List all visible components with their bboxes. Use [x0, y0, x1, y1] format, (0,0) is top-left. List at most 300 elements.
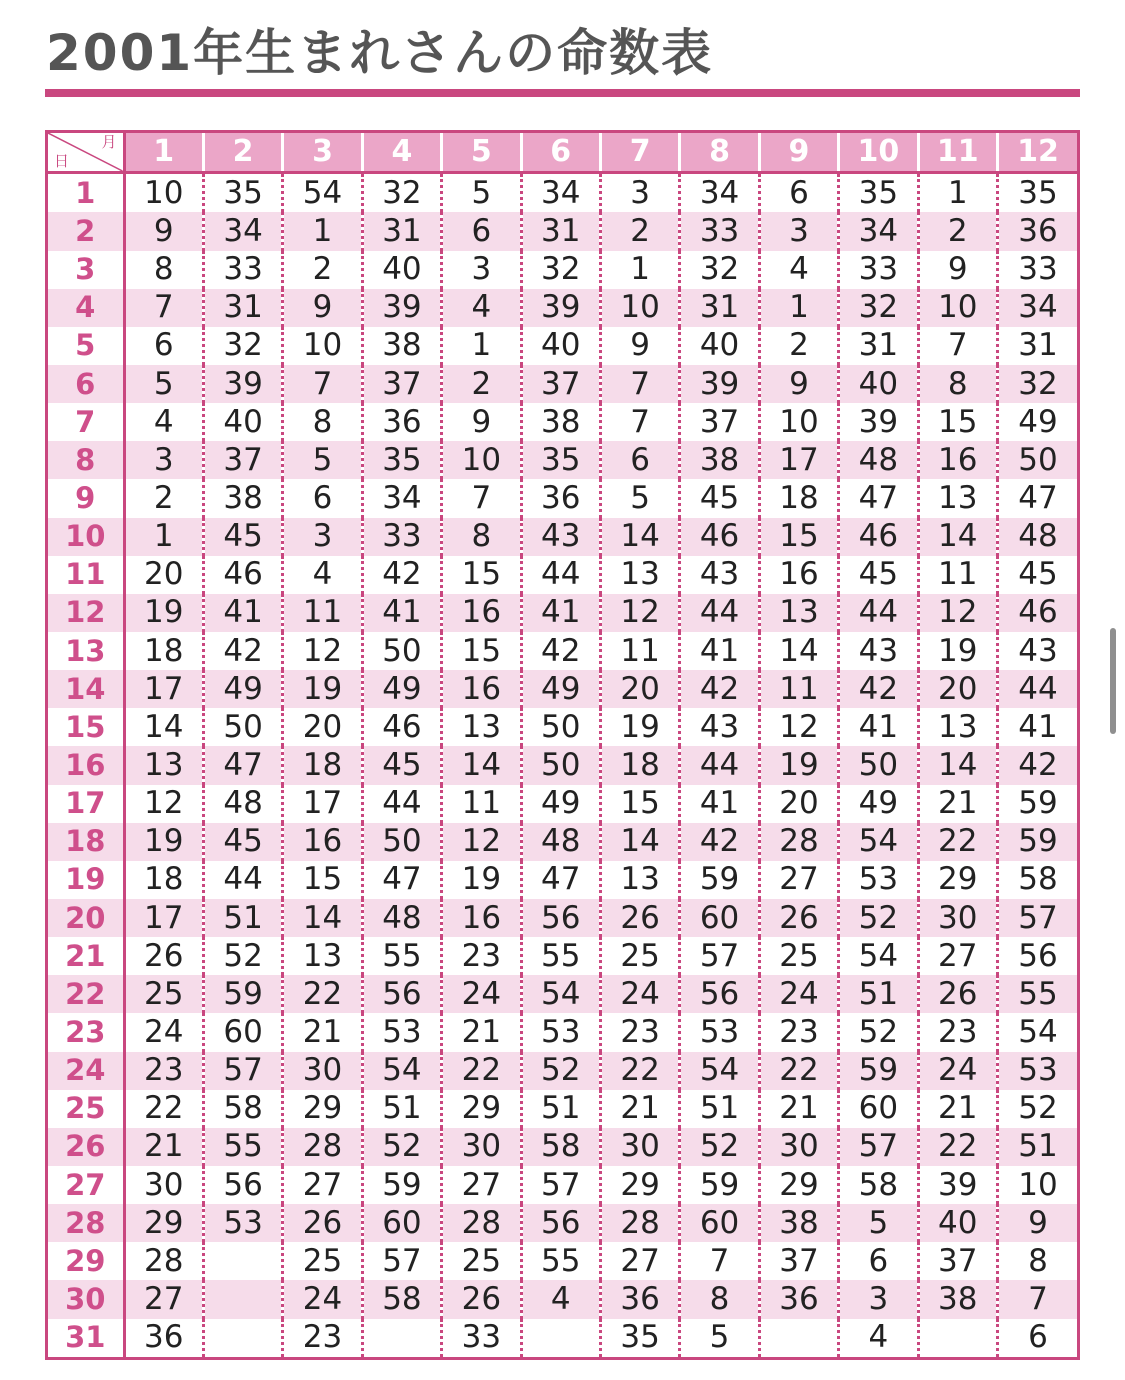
meisu-cell: 14 — [759, 632, 838, 670]
meisu-cell: 23 — [918, 1013, 997, 1051]
meisu-cell: 35 — [521, 441, 600, 479]
meisu-cell: 43 — [839, 632, 918, 670]
meisu-cell: 11 — [283, 594, 362, 632]
meisu-cell: 56 — [521, 899, 600, 937]
meisu-cell: 37 — [362, 365, 441, 403]
meisu-cell: 38 — [918, 1280, 997, 1318]
meisu-cell: 3 — [283, 518, 362, 556]
month-header-6: 6 — [521, 133, 600, 173]
meisu-cell: 41 — [362, 594, 441, 632]
meisu-cell: 53 — [997, 1052, 1077, 1090]
meisu-table — [48, 133, 1077, 1357]
meisu-cell: 48 — [839, 441, 918, 479]
meisu-cell: 19 — [600, 708, 679, 746]
meisu-cell: 13 — [283, 937, 362, 975]
meisu-cell: 57 — [203, 1052, 282, 1090]
meisu-cell: 28 — [759, 823, 838, 861]
meisu-cell: 33 — [442, 1319, 521, 1357]
meisu-cell: 6 — [839, 1242, 918, 1280]
meisu-cell: 34 — [203, 212, 282, 250]
meisu-cell: 13 — [124, 746, 203, 784]
meisu-cell: 45 — [680, 479, 759, 517]
meisu-cell: 12 — [143, 785, 184, 822]
meisu-cell: 25 — [283, 1242, 362, 1280]
meisu-cell: 30 — [143, 1166, 184, 1203]
day-label: 26 — [48, 1128, 124, 1166]
meisu-cell: 41 — [680, 632, 759, 670]
meisu-cell: 28 — [600, 1204, 679, 1242]
day-label: 18 — [48, 823, 124, 861]
meisu-cell: 12 — [283, 632, 362, 670]
day-label: 31 — [48, 1319, 124, 1357]
meisu-cell: 36 — [521, 479, 600, 517]
day-label: 3 — [48, 251, 124, 289]
meisu-cell: 12 — [600, 594, 679, 632]
meisu-cell: 60 — [680, 899, 759, 937]
day-label: 22 — [48, 975, 124, 1013]
meisu-cell: 14 — [600, 823, 679, 861]
meisu-cell — [203, 1280, 282, 1318]
meisu-cell: 16 — [442, 899, 521, 937]
month-header-3: 3 — [283, 133, 362, 173]
meisu-cell: 31 — [839, 327, 918, 365]
meisu-cell: 7 — [600, 365, 679, 403]
page-title: 2001年生まれさんの命数表 — [46, 24, 714, 82]
meisu-cell: 32 — [521, 251, 600, 289]
meisu-cell: 59 — [680, 861, 759, 899]
meisu-cell: 33 — [362, 518, 441, 556]
meisu-cell: 54 — [997, 1013, 1077, 1051]
meisu-cell: 33 — [839, 251, 918, 289]
meisu-cell: 15 — [759, 518, 838, 556]
meisu-cell: 54 — [680, 1052, 759, 1090]
meisu-cell: 42 — [521, 632, 600, 670]
meisu-cell — [521, 1319, 600, 1357]
meisu-cell: 18 — [143, 861, 184, 898]
meisu-cell: 5 — [442, 173, 521, 213]
day-label: 21 — [48, 937, 124, 975]
meisu-cell: 57 — [362, 1242, 441, 1280]
meisu-cell: 19 — [283, 670, 362, 708]
meisu-cell: 13 — [918, 708, 997, 746]
meisu-cell: 33 — [997, 251, 1077, 289]
meisu-cell: 27 — [124, 1280, 203, 1318]
meisu-cell: 38 — [680, 441, 759, 479]
meisu-cell: 43 — [680, 708, 759, 746]
meisu-cell: 6 — [759, 173, 838, 213]
meisu-cell: 59 — [997, 823, 1077, 861]
meisu-cell: 44 — [839, 594, 918, 632]
day-label: 7 — [48, 403, 124, 441]
meisu-cell: 22 — [143, 1090, 184, 1127]
meisu-cell: 39 — [203, 365, 282, 403]
meisu-cell: 11 — [600, 632, 679, 670]
meisu-cell: 44 — [203, 861, 282, 899]
day-label: 20 — [48, 899, 124, 937]
table-row — [48, 746, 1077, 784]
meisu-cell: 5 — [283, 441, 362, 479]
meisu-cell: 38 — [759, 1204, 838, 1242]
meisu-cell: 17 — [124, 670, 203, 708]
meisu-cell — [759, 1319, 838, 1357]
meisu-cell: 6 — [153, 327, 174, 364]
meisu-cell: 15 — [442, 632, 521, 670]
meisu-cell: 15 — [600, 785, 679, 823]
meisu-cell: 19 — [124, 594, 203, 632]
table-row — [48, 1166, 1077, 1204]
meisu-cell: 45 — [997, 556, 1077, 594]
day-label: 29 — [48, 1242, 124, 1280]
title-underline — [45, 89, 1080, 97]
meisu-cell: 17 — [124, 899, 203, 937]
meisu-cell: 22 — [283, 975, 362, 1013]
meisu-cell: 24 — [143, 1014, 184, 1050]
meisu-cell: 52 — [680, 1128, 759, 1166]
meisu-cell: 20 — [143, 556, 184, 593]
meisu-cell: 53 — [362, 1013, 441, 1051]
meisu-cell: 53 — [839, 861, 918, 899]
day-label: 12 — [48, 594, 124, 632]
meisu-cell: 42 — [680, 670, 759, 708]
meisu-cell: 46 — [680, 518, 759, 556]
meisu-cell: 3 — [759, 212, 838, 250]
meisu-cell: 2 — [283, 251, 362, 289]
table-row — [48, 670, 1077, 708]
meisu-cell: 14 — [918, 518, 997, 556]
meisu-cell: 50 — [521, 708, 600, 746]
meisu-cell: 36 — [759, 1280, 838, 1318]
table-row — [48, 212, 1077, 250]
day-label: 28 — [48, 1204, 124, 1242]
table-row — [48, 479, 1077, 517]
meisu-cell: 44 — [362, 785, 441, 823]
meisu-cell: 49 — [997, 403, 1077, 441]
meisu-cell: 10 — [442, 441, 521, 479]
meisu-cell: 45 — [839, 556, 918, 594]
meisu-cell: 27 — [759, 861, 838, 899]
meisu-cell: 38 — [203, 479, 282, 517]
day-label: 13 — [48, 632, 124, 670]
meisu-cell: 57 — [839, 1128, 918, 1166]
meisu-cell: 26 — [759, 899, 838, 937]
meisu-cell: 8 — [283, 403, 362, 441]
meisu-cell: 27 — [600, 1242, 679, 1280]
meisu-cell: 44 — [521, 556, 600, 594]
meisu-cell: 54 — [362, 1052, 441, 1090]
meisu-cell: 7 — [997, 1280, 1077, 1318]
meisu-cell: 37 — [680, 403, 759, 441]
meisu-cell: 16 — [442, 594, 521, 632]
meisu-cell: 45 — [203, 823, 282, 861]
day-label: 1 — [48, 173, 124, 213]
meisu-cell: 32 — [839, 289, 918, 327]
meisu-cell: 4 — [759, 251, 838, 289]
meisu-cell: 22 — [759, 1052, 838, 1090]
month-header-11: 11 — [918, 133, 997, 173]
meisu-cell: 56 — [521, 1204, 600, 1242]
meisu-cell: 3 — [600, 173, 679, 213]
meisu-cell: 26 — [143, 937, 184, 974]
meisu-cell: 41 — [203, 594, 282, 632]
table-row — [48, 632, 1077, 670]
meisu-cell: 1 — [600, 251, 679, 289]
meisu-cell: 4 — [153, 403, 174, 440]
meisu-cell: 54 — [521, 975, 600, 1013]
meisu-cell: 22 — [600, 1052, 679, 1090]
meisu-cell: 12 — [918, 594, 997, 632]
month-header-4: 4 — [362, 133, 441, 173]
meisu-cell: 12 — [759, 708, 838, 746]
meisu-cell: 58 — [997, 861, 1077, 899]
meisu-cell: 13 — [442, 708, 521, 746]
meisu-cell: 3 — [442, 251, 521, 289]
meisu-cell: 53 — [521, 1013, 600, 1051]
meisu-cell: 35 — [839, 173, 918, 213]
meisu-cell: 48 — [362, 899, 441, 937]
meisu-cell: 5 — [124, 365, 203, 403]
day-label: 6 — [48, 365, 124, 403]
meisu-cell: 50 — [203, 708, 282, 746]
meisu-cell: 34 — [362, 479, 441, 517]
meisu-cell: 49 — [362, 670, 441, 708]
meisu-cell: 52 — [839, 899, 918, 937]
meisu-cell: 30 — [283, 1052, 362, 1090]
day-label: 2 — [48, 212, 124, 250]
meisu-cell: 23 — [442, 937, 521, 975]
meisu-cell: 59 — [680, 1166, 759, 1204]
meisu-cell: 28 — [143, 1242, 184, 1279]
meisu-cell: 5 — [839, 1204, 918, 1242]
scrollbar[interactable] — [1110, 628, 1116, 734]
meisu-cell: 22 — [918, 823, 997, 861]
meisu-cell: 6 — [283, 479, 362, 517]
meisu-cell: 36 — [143, 1319, 184, 1356]
meisu-cell: 47 — [362, 861, 441, 899]
meisu-cell: 18 — [600, 746, 679, 784]
meisu-cell: 46 — [362, 708, 441, 746]
corner-month-label: 月 — [101, 133, 117, 151]
day-label: 5 — [48, 327, 124, 365]
meisu-cell: 48 — [521, 823, 600, 861]
meisu-cell: 42 — [362, 556, 441, 594]
meisu-cell: 19 — [918, 632, 997, 670]
meisu-cell: 35 — [203, 173, 282, 213]
meisu-cell: 26 — [442, 1280, 521, 1318]
meisu-cell: 55 — [997, 975, 1077, 1013]
month-header-8: 8 — [680, 133, 759, 173]
meisu-cell: 51 — [839, 975, 918, 1013]
meisu-cell: 5 — [600, 479, 679, 517]
meisu-cell: 27 — [442, 1166, 521, 1204]
table-row — [48, 594, 1077, 632]
table-row — [48, 1052, 1077, 1090]
meisu-cell: 35 — [600, 1319, 679, 1357]
meisu-cell: 41 — [680, 785, 759, 823]
meisu-cell: 1 — [124, 518, 203, 556]
meisu-cell: 42 — [680, 823, 759, 861]
month-header-10: 10 — [839, 133, 918, 173]
day-label: 8 — [48, 441, 124, 479]
table-row — [48, 1242, 1077, 1280]
meisu-cell: 58 — [362, 1280, 441, 1318]
meisu-cell: 25 — [442, 1242, 521, 1280]
day-label: 23 — [48, 1013, 124, 1051]
table-row — [48, 1090, 1077, 1128]
meisu-cell: 7 — [918, 327, 997, 365]
meisu-cell: 20 — [283, 708, 362, 746]
table-row — [48, 937, 1077, 975]
meisu-table-container — [45, 130, 1080, 1360]
day-label: 11 — [48, 556, 124, 594]
meisu-cell: 23 — [283, 1319, 362, 1357]
meisu-cell: 6 — [997, 1319, 1077, 1357]
meisu-cell: 14 — [918, 746, 997, 784]
meisu-cell: 56 — [203, 1166, 282, 1204]
meisu-cell: 36 — [997, 212, 1077, 250]
meisu-cell: 10 — [600, 289, 679, 327]
meisu-cell: 47 — [203, 746, 282, 784]
meisu-cell: 11 — [918, 556, 997, 594]
meisu-cell: 23 — [124, 1052, 203, 1090]
meisu-cell: 17 — [759, 441, 838, 479]
meisu-cell: 32 — [997, 365, 1077, 403]
meisu-cell: 30 — [600, 1128, 679, 1166]
meisu-cell: 45 — [362, 746, 441, 784]
meisu-cell: 11 — [759, 670, 838, 708]
meisu-cell — [362, 1319, 441, 1357]
meisu-cell: 43 — [521, 518, 600, 556]
meisu-cell: 30 — [759, 1128, 838, 1166]
meisu-cell: 46 — [203, 556, 282, 594]
meisu-cell: 7 — [124, 289, 203, 327]
meisu-cell: 21 — [759, 1090, 838, 1128]
table-row — [48, 327, 1077, 365]
meisu-cell: 37 — [203, 441, 282, 479]
meisu-cell: 8 — [442, 518, 521, 556]
meisu-cell: 8 — [997, 1242, 1077, 1280]
meisu-cell: 16 — [283, 823, 362, 861]
meisu-cell: 39 — [918, 1166, 997, 1204]
meisu-cell: 32 — [203, 327, 282, 365]
meisu-cell: 33 — [203, 251, 282, 289]
meisu-cell: 42 — [203, 632, 282, 670]
month-header-1: 1 — [124, 133, 203, 173]
meisu-cell: 60 — [362, 1204, 441, 1242]
meisu-cell: 3 — [124, 441, 203, 479]
meisu-cell: 18 — [143, 632, 184, 669]
table-row — [48, 1280, 1077, 1318]
table-row — [48, 173, 1077, 213]
meisu-cell: 31 — [997, 327, 1077, 365]
meisu-cell: 7 — [442, 479, 521, 517]
meisu-cell: 44 — [680, 594, 759, 632]
meisu-cell: 44 — [680, 746, 759, 784]
meisu-cell: 39 — [839, 403, 918, 441]
table-row — [48, 441, 1077, 479]
meisu-cell: 1 — [918, 173, 997, 213]
meisu-cell: 42 — [839, 670, 918, 708]
meisu-cell: 44 — [997, 670, 1077, 708]
meisu-cell: 7 — [680, 1242, 759, 1280]
meisu-cell: 25 — [759, 937, 838, 975]
meisu-cell: 51 — [203, 899, 282, 937]
meisu-cell: 41 — [997, 708, 1077, 746]
meisu-cell: 59 — [839, 1052, 918, 1090]
meisu-cell: 34 — [839, 212, 918, 250]
day-label: 25 — [48, 1090, 124, 1128]
day-label: 17 — [48, 785, 124, 823]
meisu-cell: 9 — [124, 212, 203, 250]
meisu-cell: 60 — [680, 1204, 759, 1242]
month-header-2: 2 — [203, 133, 282, 173]
meisu-cell: 41 — [839, 708, 918, 746]
table-row — [48, 861, 1077, 899]
meisu-cell: 52 — [203, 937, 282, 975]
meisu-cell: 24 — [283, 1280, 362, 1318]
meisu-cell: 35 — [997, 173, 1077, 213]
meisu-cell: 40 — [680, 327, 759, 365]
meisu-cell: 55 — [521, 937, 600, 975]
meisu-cell — [918, 1319, 997, 1357]
meisu-cell: 14 — [283, 899, 362, 937]
meisu-cell: 26 — [283, 1204, 362, 1242]
meisu-cell: 49 — [521, 785, 600, 823]
meisu-cell: 39 — [680, 365, 759, 403]
meisu-cell: 10 — [143, 174, 184, 211]
meisu-cell: 57 — [997, 899, 1077, 937]
meisu-cell: 12 — [442, 823, 521, 861]
meisu-cell: 21 — [918, 1090, 997, 1128]
meisu-cell: 9 — [759, 365, 838, 403]
day-label: 10 — [48, 518, 124, 556]
meisu-cell: 31 — [203, 289, 282, 327]
table-row — [48, 1128, 1077, 1166]
meisu-cell: 22 — [918, 1128, 997, 1166]
day-label: 27 — [48, 1166, 124, 1204]
table-row — [48, 251, 1077, 289]
meisu-cell: 34 — [997, 289, 1077, 327]
meisu-cell: 14 — [442, 746, 521, 784]
meisu-cell: 59 — [997, 785, 1077, 823]
meisu-cell: 16 — [442, 670, 521, 708]
meisu-cell: 29 — [600, 1166, 679, 1204]
meisu-cell: 2 — [600, 212, 679, 250]
meisu-cell: 2 — [918, 212, 997, 250]
meisu-cell: 37 — [918, 1242, 997, 1280]
meisu-cell: 25 — [124, 975, 203, 1013]
meisu-cell: 50 — [997, 441, 1077, 479]
month-header-7: 7 — [600, 133, 679, 173]
meisu-cell: 32 — [680, 251, 759, 289]
table-row — [48, 556, 1077, 594]
meisu-cell: 31 — [521, 212, 600, 250]
meisu-cell: 59 — [203, 975, 282, 1013]
meisu-cell: 52 — [997, 1090, 1077, 1128]
meisu-cell: 5 — [680, 1319, 759, 1357]
meisu-cell: 40 — [203, 403, 282, 441]
meisu-cell: 45 — [203, 518, 282, 556]
meisu-cell: 52 — [521, 1052, 600, 1090]
corner-day-label: 日 — [54, 152, 70, 170]
day-label: 9 — [48, 479, 124, 517]
meisu-cell: 19 — [124, 823, 203, 861]
meisu-cell: 31 — [680, 289, 759, 327]
meisu-cell: 23 — [759, 1013, 838, 1051]
meisu-cell: 36 — [600, 1280, 679, 1318]
meisu-cell: 56 — [997, 937, 1077, 975]
meisu-cell: 25 — [600, 937, 679, 975]
meisu-cell: 57 — [680, 937, 759, 975]
